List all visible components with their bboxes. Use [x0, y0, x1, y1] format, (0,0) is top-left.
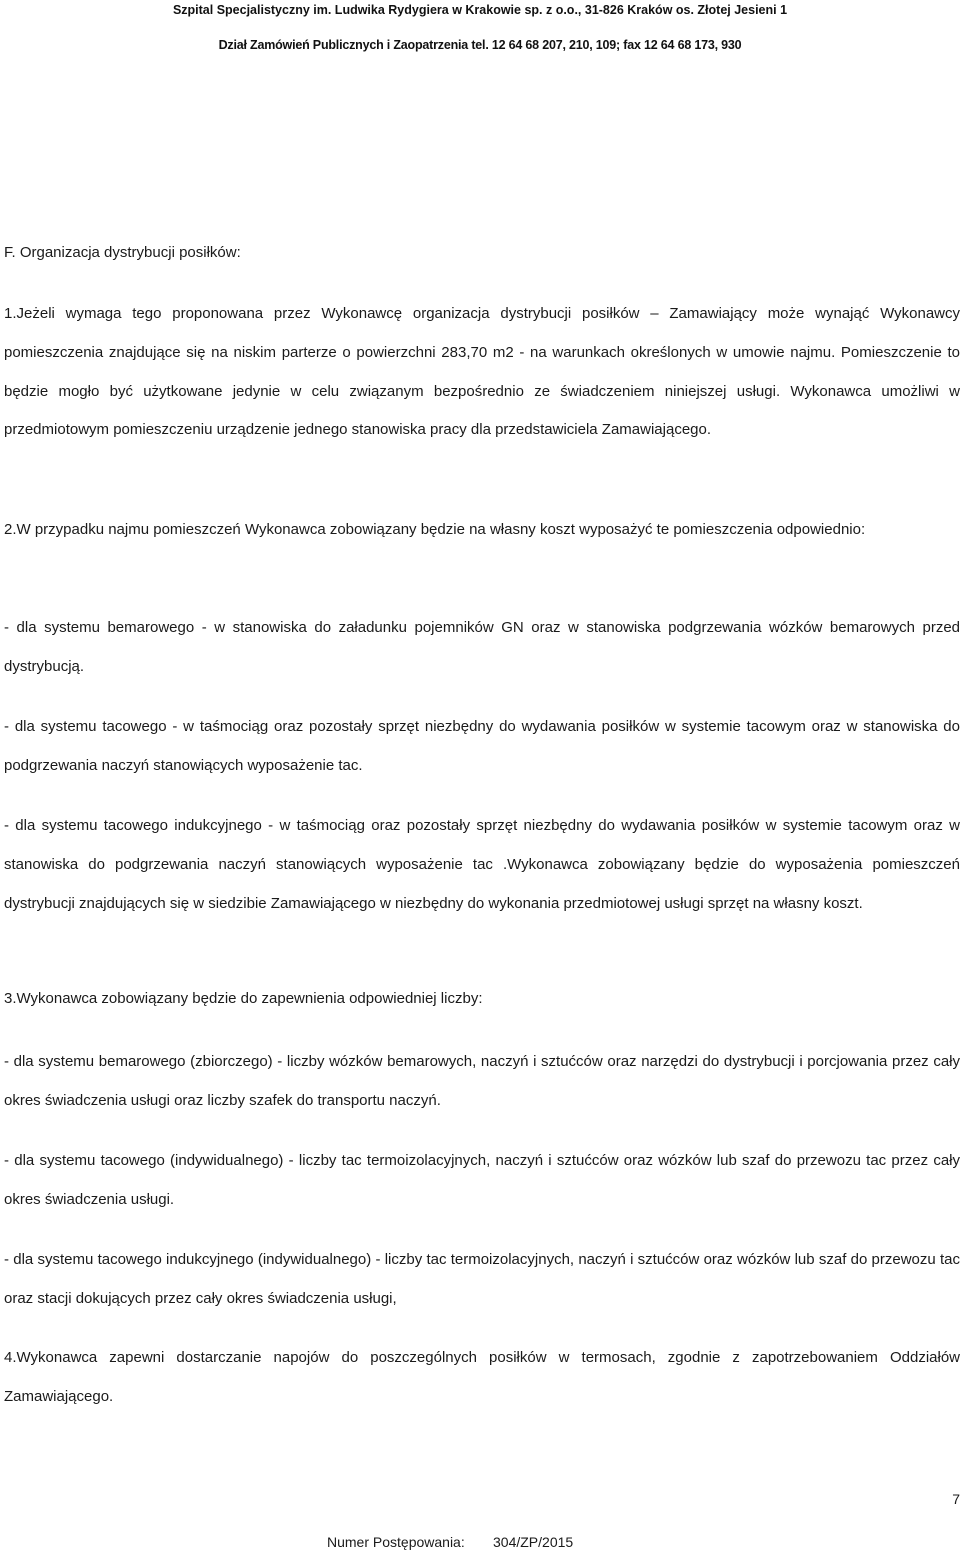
paragraph-1: 1.Jeżeli wymaga tego proponowana przez Wykonawcę organizacja dystrybucji posiłków – Zamawiający może wynająć Wykonawcy pomieszczenia znajdujące się na niskim parterze o powierzchni 283,70 m2 - na warunkach określonych w umowie najmu. Pomieszczenie to będzie mogło być użytkowane jedynie w celu związanym bezpośrednio ze świadczeniem niniejszej usługi. Wykonawca umożliwi w przedmiotowym pomieszczeniu urządzenie jednego stanowiska pracy dla przedstawiciela Zamawiającego.: [4, 305, 960, 439]
paragraph-tray-equipment: - dla systemu tacowego - w taśmociąg oraz pozostały sprzęt niezbędny do wydawania posiłków w systemie tacowym oraz w stanowiska do podgrzewania naczyń stanowiących wyposażenie tac.: [4, 718, 960, 774]
footer-case-number: [327, 1534, 573, 1550]
paragraph-tray-quantity: - dla systemu tacowego (indywidualnego) - liczby tac termoizolacyjnych, naczyń i sztućców oraz wózków lub szaf do przewozu tac przez cały okres świadczenia usługi.: [4, 1152, 960, 1208]
paragraph-2: 2.W przypadku najmu pomieszczeń Wykonawca zobowiązany będzie na własny koszt wyposażyć te pomieszczenia odpowiednio:: [4, 521, 866, 538]
paragraph-induction-quantity: - dla systemu tacowego indukcyjnego (indywidualnego) - liczby tac termoizolacyjnych, naczyń i sztućców oraz wózków lub szaf do przewozu tac oraz stacji dokujących przez cały okres świadczenia usługi,: [4, 1251, 960, 1307]
paragraph-induction-equipment: - dla systemu tacowego indukcyjnego - w taśmociąg oraz pozostały sprzęt niezbędny do wydawania posiłków w systemie tacowym oraz w stanowiska do podgrzewania naczyń stanowiących wyposażenie tac .Wykonawca zobowiązany będzie do wyposażenia pomieszczeń dystrybucji znajdujących się w siedzibie Zamawiającego w niezbędny do wykonania przedmiotowej usługi sprzęt na własny koszt.: [4, 817, 960, 912]
paragraph-bemar-quantity: - dla systemu bemarowego (zbiorczego) - liczby wózków bemarowych, naczyń i sztućców oraz narzędzi do dystrybucji i porcjowania przez cały okres świadczenia usługi oraz liczby szafek do transportu naczyń.: [4, 1053, 960, 1109]
footer-label: Numer Postępowania:: [327, 1534, 465, 1550]
header-institution-line: Szpital Specjalistyczny im. Ludwika Rydygiera w Krakowie sp. z o.o., 31-826 Kraków os. Złotej Jesieni 1: [172, 3, 788, 17]
paragraph-3: 3.Wykonawca zobowiązany będzie do zapewnienia odpowiedniej liczby:: [4, 990, 483, 1007]
paragraph-4: 4.Wykonawca zapewni dostarczanie napojów do poszczególnych posiłków w termosach, zgodnie z zapotrzebowaniem Oddziałów Zamawiającego.: [4, 1349, 960, 1405]
header-department-line: Dział Zamówień Publicznych i Zaopatrzenia tel. 12 64 68 207, 210, 109; fax 12 64 68 173, 930: [218, 38, 742, 52]
footer-value: 304/ZP/2015: [493, 1534, 574, 1550]
page-number: 7: [952, 1491, 960, 1507]
paragraph-bemar-equipment: - dla systemu bemarowego - w stanowiska do załadunku pojemników GN oraz w stanowiska podgrzewania wózków bemarowych przed dystrybucją.: [4, 619, 960, 675]
section-title: F. Organizacja dystrybucji posiłków:: [4, 244, 241, 261]
